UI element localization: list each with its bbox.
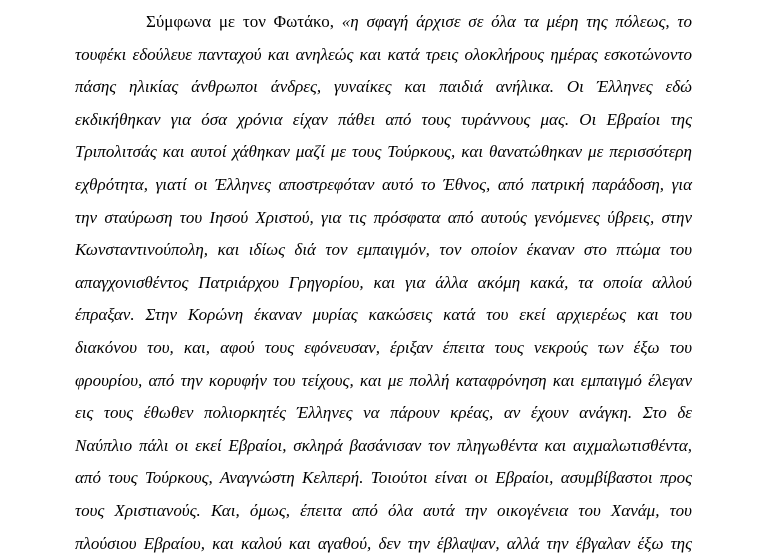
- document-page: [75, 6, 692, 560]
- paragraph-line-7: την σταύρωση του Ιησού Χριστού, για τις πρόσφατα από αυτούς γενόμενες ύβρεις, στην: [75, 202, 692, 235]
- paragraph-line-5: Τριπολιτσάς και αυτοί χάθηκαν μαζί με τους Τούρκους, και θανατώθηκαν με περισσότερη: [75, 136, 692, 169]
- paragraph-line-13: εις τους έθωθεν πολιορκητές Έλληνες να πάρουν κρέας, αν έχουν ανάγκη. Στο δε: [75, 397, 692, 430]
- paragraph-line-6: εχθρότητα, γιατί οι Έλληνες αποστρεφόταν αυτό το Έθνος, από πατρική παράδοση, για: [75, 169, 692, 202]
- paragraph-line-1: [75, 6, 692, 39]
- paragraph-line-4: εκδικήθηκαν για όσα χρόνια είχαν πάθει από τους τυράννους μας. Οι Εβραίοι της: [75, 104, 692, 137]
- paragraph-line-16: τους Χριστιανούς. Και, όμως, έπειτα από όλα αυτά την οικογένεια του Χανάμ, του: [75, 495, 692, 528]
- paragraph-line-10: έπραξαν. Στην Κορώνη έκαναν μυρίας κακώσεις κατά του εκεί αρχιερέως και του: [75, 299, 692, 332]
- paragraph-line-12: φρουρίου, από την κορυφήν του τείχους, και με πολλή καταφρόνηση και εμπαιγμό έλεγαν: [75, 365, 692, 398]
- paragraph-line-3: πάσης ηλικίας άνθρωποι άνδρες, γυναίκες και παιδιά ανήλικα. Οι Έλληνες εδώ: [75, 71, 692, 104]
- paragraph-line-11: διακόνου του, και, αφού τους εφόνευσαν, έριξαν έπειτα τους νεκρούς των έξω του: [75, 332, 692, 365]
- intro-text: Σύμφωνα με τον Φωτάκο,: [146, 12, 342, 31]
- paragraph-line-17: πλούσιου Εβραίου, και καλού και αγαθού, δεν την έβλαψαν, αλλά την έβγαλαν έξω της: [75, 528, 692, 560]
- paragraph-line-14: Ναύπλιο πάλι οι εκεί Εβραίοι, σκληρά βασάνισαν τον πληγωθέντα και αιχμαλωτισθέντα,: [75, 430, 692, 463]
- paragraph-line-15: από τους Τούρκους, Αναγνώστη Κελπερή. Τοιούτοι είναι οι Εβραίοι, ασυμβίβαστοι προς: [75, 462, 692, 495]
- paragraph-line-2: τουφέκι εδούλευε πανταχού και ανηλεώς και κατά τρεις ολοκλήρους ημέρας εσκοτώνοντο: [75, 39, 692, 72]
- paragraph-line-8: Κωνσταντινούπολη, και ιδίως διά τον εμπαιγμόν, τον οποίον έκαναν στο πτώμα του: [75, 234, 692, 267]
- quote-start: «η σφαγή άρχισε σε όλα τα μέρη της πόλεως, το: [342, 12, 692, 31]
- paragraph-line-9: απαγχονισθέντος Πατριάρχου Γρηγορίου, και για άλλα ακόμη κακά, τα οποία αλλού: [75, 267, 692, 300]
